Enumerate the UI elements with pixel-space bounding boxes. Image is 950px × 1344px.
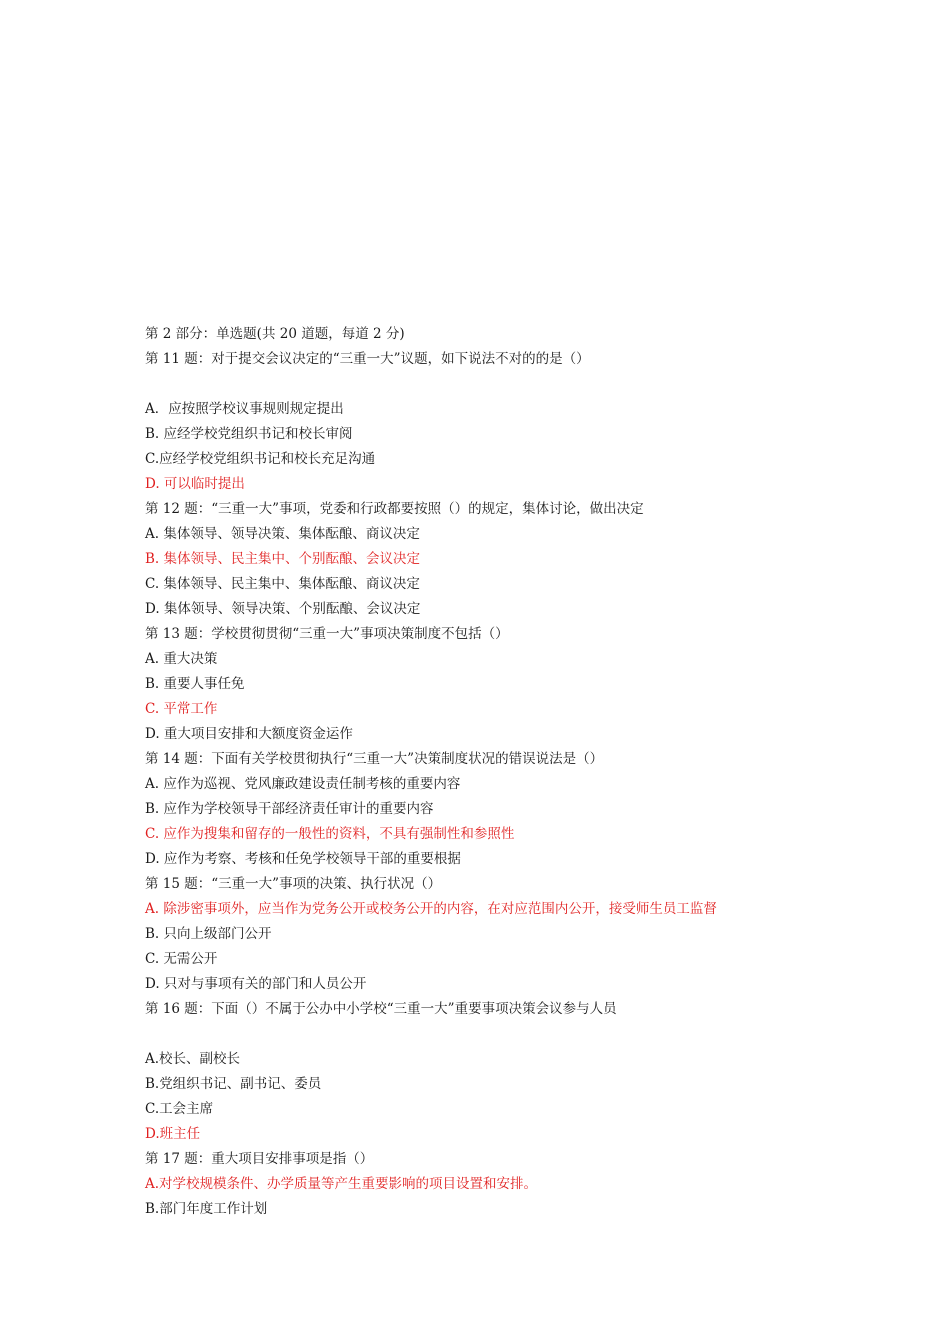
option: D. 集体领导、领导决策、个别酝酿、会议决定 (145, 601, 421, 617)
option: B. 应经学校党组织书记和校长审阅 (145, 426, 353, 442)
question-stem: 第 11 题：对于提交会议决定的“三重一大”议题，如下说法不对的的是（） (145, 351, 590, 367)
option: C.工会主席 (145, 1101, 214, 1117)
question-stem: 第 13 题：学校贯彻贯彻“三重一大”事项决策制度不包括（） (145, 626, 509, 642)
correct-option: C. 平常工作 (145, 701, 218, 717)
question-stem: 第 12 题：“三重一大”事项，党委和行政都要按照（）的规定，集体讨论，做出决定 (145, 501, 644, 517)
option: A．应按照学校议事规则规定提出 (145, 401, 344, 417)
option: D. 重大项目安排和大额度资金运作 (145, 726, 353, 742)
question-stem: 第 17 题：重大项目安排事项是指（） (145, 1151, 374, 1167)
correct-option: A. 除涉密事项外，应当作为党务公开或校务公开的内容，在对应范围内公开，接受师生员工监督 (145, 901, 717, 917)
option: B. 重要人事任免 (145, 676, 245, 692)
option: D. 只对与事项有关的部门和人员公开 (145, 976, 367, 992)
question-list (145, 322, 845, 1222)
option: B. 只向上级部门公开 (145, 926, 272, 942)
correct-option: B. 集体领导、民主集中、个别酝酿、会议决定 (145, 551, 421, 567)
correct-option: C. 应作为搜集和留存的一般性的资料，不具有强制性和参照性 (145, 826, 515, 842)
option: C.应经学校党组织书记和校长充足沟通 (145, 451, 376, 467)
option: B.党组织书记、副书记、委员 (145, 1076, 322, 1092)
correct-option: D. 可以临时提出 (145, 476, 245, 492)
correct-option: D.班主任 (145, 1126, 201, 1142)
option: C. 无需公开 (145, 951, 218, 967)
spacer (145, 372, 845, 397)
option: D. 应作为考察、考核和任免学校领导干部的重要根据 (145, 851, 461, 867)
question-stem: 第 14 题：下面有关学校贯彻执行“三重一大”决策制度状况的错误说法是（） (145, 751, 604, 767)
correct-option: A.对学校规模条件、办学质量等产生重要影响的项目设置和安排。 (145, 1176, 538, 1192)
question-stem: 第 16 题：下面（）不属于公办中小学校“三重一大”重要事项决策会议参与人员 (145, 1001, 617, 1017)
section-header: 第 2 部分：单选题(共 20 道题，每道 2 分) (145, 326, 405, 342)
option: A. 重大决策 (145, 651, 218, 667)
question-stem: 第 15 题：“三重一大”事项的决策、执行状况（） (145, 876, 442, 892)
spacer (145, 1022, 845, 1047)
option: B. 应作为学校领导干部经济责任审计的重要内容 (145, 801, 434, 817)
option: A. 应作为巡视、党风廉政建设责任制考核的重要内容 (145, 776, 461, 792)
option: B.部门年度工作计划 (145, 1201, 268, 1217)
option: A. 集体领导、领导决策、集体酝酿、商议决定 (145, 526, 420, 542)
option: A.校长、副校长 (145, 1051, 241, 1067)
option: C. 集体领导、民主集中、集体酝酿、商议决定 (145, 576, 420, 592)
